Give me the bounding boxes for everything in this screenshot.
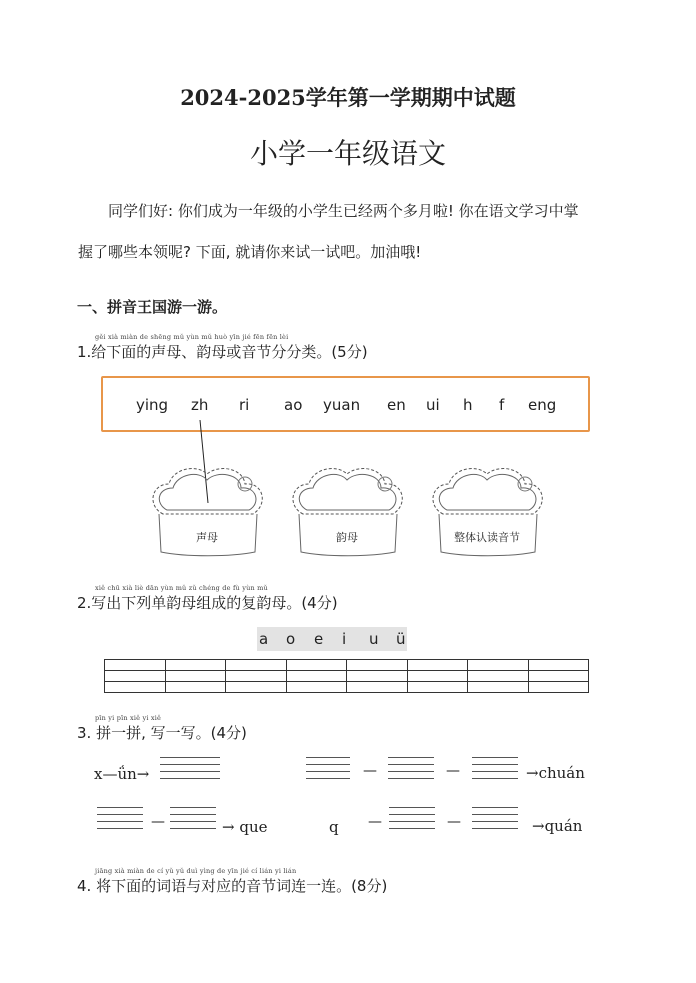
single-vowels xyxy=(257,627,407,651)
writing-lines[interactable] xyxy=(306,757,350,785)
q3-start: x—ǘn→ xyxy=(94,765,150,783)
intro-line-1: 同学们好: 你们成为一年级的小学生已经两个多月啦! 你在语文学习中掌 xyxy=(108,202,579,220)
dash: — xyxy=(368,814,382,830)
vowel: o xyxy=(286,630,296,648)
q3-text: 3. 拼一拼, 写一写。(4分) xyxy=(77,724,247,742)
dash: — xyxy=(447,814,461,830)
writing-lines[interactable] xyxy=(160,757,220,785)
pinyin-item[interactable]: ui xyxy=(426,396,440,414)
q3-pinyin: pīn yi pīn xiě yi xiě xyxy=(95,714,162,722)
vowel: ü xyxy=(396,630,406,648)
vowel: e xyxy=(314,630,324,648)
pinyin-item[interactable]: zh xyxy=(191,396,209,414)
q2-text: 2.写出下列单韵母组成的复韵母。(4分) xyxy=(77,594,338,612)
writing-lines[interactable] xyxy=(472,757,518,785)
q3-q: q xyxy=(329,818,339,836)
pinyin-item[interactable]: ri xyxy=(239,396,250,414)
vowel: a xyxy=(259,630,269,648)
pinyin-item[interactable]: f xyxy=(499,396,505,414)
q1-text: 1.给下面的声母、韵母或音节分分类。(5分) xyxy=(77,343,368,361)
intro-line-2: 握了哪些本领呢? 下面, 就请你来试一试吧。加油哦! xyxy=(78,243,422,261)
answer-grid xyxy=(104,659,589,693)
vowel: i xyxy=(342,630,347,648)
dash: — xyxy=(446,763,460,779)
pinyin-item[interactable]: yuan xyxy=(323,396,361,414)
basket-label-finals: 韵母 xyxy=(336,531,358,544)
pinyin-item[interactable]: ying xyxy=(136,396,169,414)
pinyin-item[interactable]: eng xyxy=(528,396,557,414)
pinyin-item[interactable]: ao xyxy=(284,396,303,414)
basket-label-whole-syllables: 整体认读音节 xyxy=(454,531,520,544)
writing-lines[interactable] xyxy=(97,807,143,835)
exam-title: 2024-2025学年第一学期期中试题 xyxy=(180,85,516,110)
pinyin-item[interactable]: h xyxy=(463,396,473,414)
q2-pinyin: xiě chū xià liè dān yùn mǔ zǔ chéng de fù yùn mǔ xyxy=(95,584,268,592)
writing-lines[interactable] xyxy=(472,807,518,835)
section-1-title: 一、拼音王国游一游。 xyxy=(77,298,228,316)
q3-que: → que xyxy=(222,818,268,836)
dash: — xyxy=(151,814,165,830)
vowel: u xyxy=(369,630,379,648)
q3-chuan: →chuán xyxy=(526,764,585,782)
basket-label-initials: 声母 xyxy=(196,531,218,544)
q4-text: 4. 将下面的词语与对应的音节词连一连。(8分) xyxy=(77,877,388,895)
dash: — xyxy=(363,763,377,779)
q1-pinyin: gěi xià miàn de shēng mǔ yùn mǔ huò yīn jié fēn fēn lèi xyxy=(95,333,289,341)
q3-quan: →quán xyxy=(532,817,583,835)
writing-lines[interactable] xyxy=(170,807,216,835)
pinyin-item[interactable]: en xyxy=(387,396,406,414)
exam-subtitle: 小学一年级语文 xyxy=(249,137,446,170)
writing-lines[interactable] xyxy=(388,757,434,785)
q4-pinyin: jiāng xià miàn de cí yǔ yǔ duì yìng de yīn jié cí lián yi lián xyxy=(95,867,297,875)
writing-lines[interactable] xyxy=(389,807,435,835)
